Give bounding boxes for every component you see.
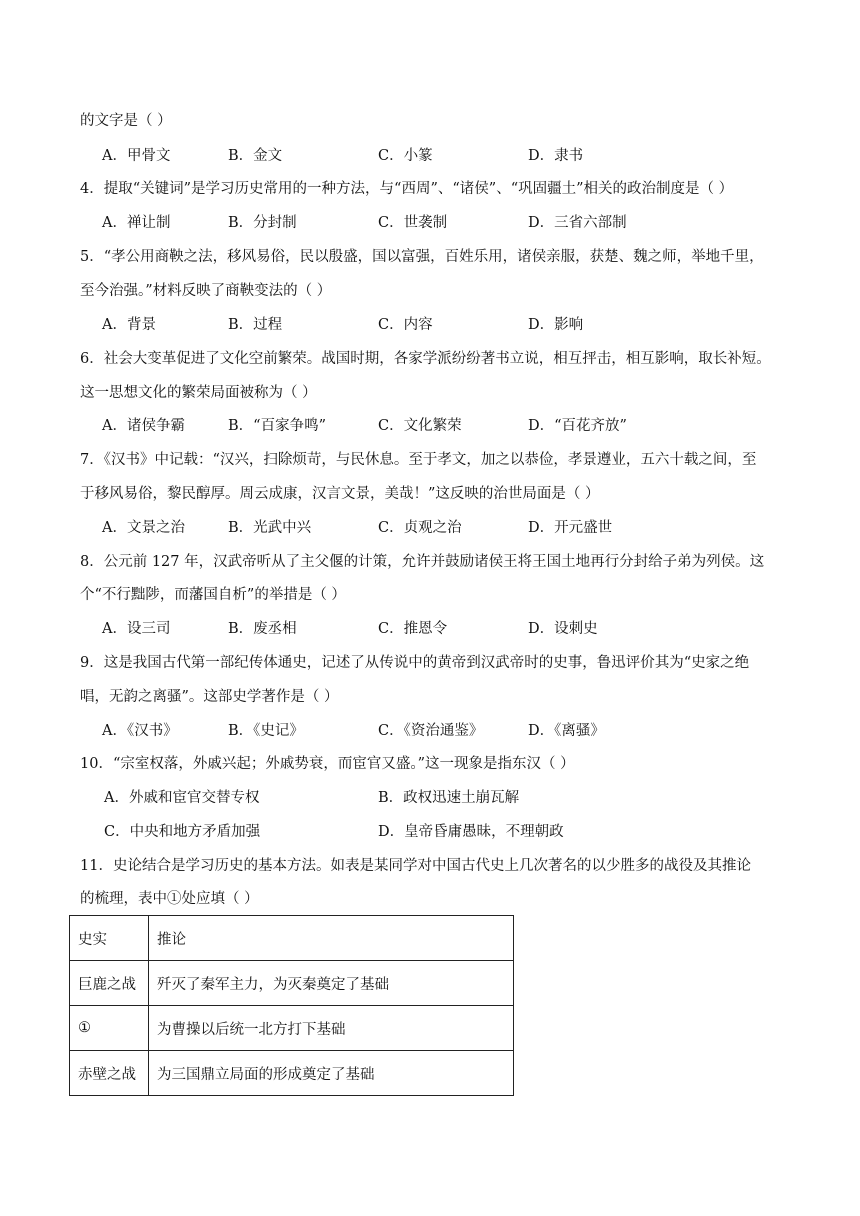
question-11-line-2: 的梳理，表中①处应填（ ） xyxy=(80,891,259,907)
option-b: B．政权迅速土崩瓦解 xyxy=(378,790,520,806)
question-9-line-2: 唱，无韵之离骚”。这部史学著作是（ ） xyxy=(80,689,339,705)
option-c: C．贞观之治 xyxy=(378,520,462,536)
option-a: A．设三司 xyxy=(102,621,171,637)
table-header-cell: 史实 xyxy=(70,916,149,961)
question-6-line-2: 这一思想文化的繁荣局面被称为（ ） xyxy=(80,385,317,401)
option-d: D．开元盛世 xyxy=(528,520,613,536)
option-c: C．中央和地方矛盾加强 xyxy=(104,824,261,840)
option-a: A．《汉书》 xyxy=(102,723,178,739)
question-6-line-1: 6．社会大变革促进了文化空前繁荣。战国时期，各家学派纷纷著书立说，相互抨击，相互影响，取长补短。 xyxy=(80,351,771,367)
option-a: A．甲骨文 xyxy=(102,148,171,164)
question-10: 10．“宗室权落，外戚兴起；外戚势衰，而宦官又盛。”这一现象是指东汉（ ） xyxy=(80,756,575,772)
history-table xyxy=(69,915,514,1096)
question-3-tail: 的文字是（ ） xyxy=(80,113,172,129)
question-10-options-row-2 xyxy=(104,822,804,842)
question-4: 4．提取“关键词”是学习历史常用的一种方法，与“西周”、“诸侯”、“巩固疆土”相关的政治制度是（ ） xyxy=(80,181,734,197)
question-11-line-1: 11．史论结合是学习历史的基本方法。如表是某同学对中国古代史上几次著名的以少胜多的战役及其推论 xyxy=(80,858,751,874)
option-d: D．皇帝昏庸愚昧，不理朝政 xyxy=(378,824,564,840)
table-row xyxy=(70,1006,514,1051)
option-c: C．文化繁荣 xyxy=(378,418,462,434)
option-d: D．三省六部制 xyxy=(528,215,627,231)
option-b: B．废丞相 xyxy=(228,621,297,637)
question-3-options xyxy=(102,146,802,166)
option-c: C．世袭制 xyxy=(378,215,448,231)
option-b: B．《史记》 xyxy=(228,723,304,739)
question-8-line-1: 8．公元前 127 年，汉武帝听从了主父偃的计策，允许并鼓励诸侯王将王国土地再行分封给子弟为列侯。这 xyxy=(80,554,765,570)
option-b: B．光武中兴 xyxy=(228,520,312,536)
question-10-options-row-1 xyxy=(104,788,804,808)
option-b: B．“百家争鸣” xyxy=(228,418,326,434)
option-a: A．文景之治 xyxy=(102,520,185,536)
table-cell: 为三国鼎立局面的形成奠定了基础 xyxy=(149,1051,514,1096)
table-row xyxy=(70,961,514,1006)
option-a: A．诸侯争霸 xyxy=(102,418,185,434)
question-7-options xyxy=(102,518,802,538)
option-b: B．金文 xyxy=(228,148,283,164)
table-cell: 赤壁之战 xyxy=(70,1051,149,1096)
table-cell: ① xyxy=(70,1006,149,1051)
question-5-line-1: 5．“孝公用商鞅之法，移风易俗，民以殷盛，国以富强，百姓乐用，诸侯亲服，获楚、魏之师，举地千里， xyxy=(80,249,764,265)
question-7-line-2: 于移风易俗，黎民醇厚。周云成康，汉言文景，美哉！”这反映的治世局面是（ ） xyxy=(80,486,600,502)
option-c: C．《资治通鉴》 xyxy=(378,723,484,739)
option-a: A．禅让制 xyxy=(102,215,171,231)
option-a: A．外戚和宦官交替专权 xyxy=(104,790,260,806)
table-header-row xyxy=(70,916,514,961)
option-d: D．《离骚》 xyxy=(528,723,605,739)
question-8-line-2: 个“不行黜陟，而藩国自析”的举措是（ ） xyxy=(80,587,346,603)
option-b: B．分封制 xyxy=(228,215,297,231)
option-c: C．内容 xyxy=(378,317,433,333)
question-4-options xyxy=(102,213,802,233)
option-d: D．影响 xyxy=(528,317,584,333)
question-8-options xyxy=(102,619,802,639)
option-b: B．过程 xyxy=(228,317,283,333)
table-header-cell: 推论 xyxy=(149,916,514,961)
option-a: A．背景 xyxy=(102,317,156,333)
table-row xyxy=(70,1051,514,1096)
option-c: C．小篆 xyxy=(378,148,433,164)
question-6-options xyxy=(102,416,802,436)
question-7-line-1: 7．《汉书》中记载：“汉兴，扫除烦苛，与民休息。至于孝文，加之以恭俭，孝景遵业，五六十载之间，至 xyxy=(80,452,757,468)
question-9-line-1: 9．这是我国古代第一部纪传体通史，记述了从传说中的黄帝到汉武帝时的史事，鲁迅评价其为“史家之绝 xyxy=(80,655,750,671)
question-5-line-2: 至今治强。”材料反映了商鞅变法的（ ） xyxy=(80,283,332,299)
option-d: D．设刺史 xyxy=(528,621,598,637)
table-cell: 巨鹿之战 xyxy=(70,961,149,1006)
table-cell: 为曹操以后统一北方打下基础 xyxy=(149,1006,514,1051)
table-cell: 歼灭了秦军主力，为灭秦奠定了基础 xyxy=(149,961,514,1006)
option-c: C．推恩令 xyxy=(378,621,448,637)
option-d: D．“百花齐放” xyxy=(528,418,627,434)
option-d: D．隶书 xyxy=(528,148,584,164)
question-9-options xyxy=(102,721,802,741)
question-5-options xyxy=(102,315,802,335)
